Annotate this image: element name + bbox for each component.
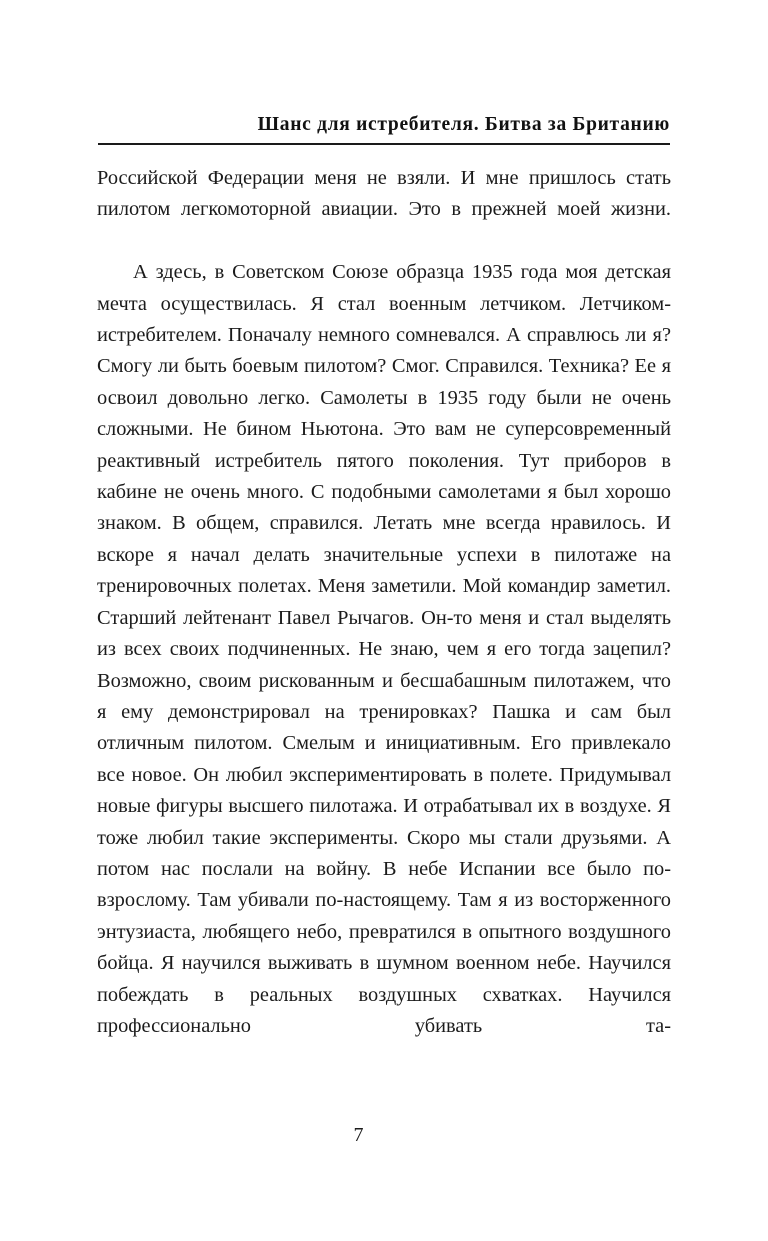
running-head: [98, 113, 670, 145]
paragraph-main: А здесь, в Советском Союзе образца 1935 года моя детская мечта осуществилась. Я стал военным летчиком. Летчиком-истребителем. Поначалу немного сомневался. А справлюсь ли я? Смогу ли быть боевым пилотом? Смог. Справился. Техника? Ее я освоил довольно легко. Самолеты в 1935 году были не очень сложными. Не бином Ньютона. Это вам не суперсовременный реактивный истребитель пятого поколения. Тут приборов в кабине не очень много. С подобными самолетами я был хорошо знаком. В общем, справился. Летать мне всегда нравилось. И вскоре я начал делать значительные успехи в пилотаже на тренировочных полетах. Меня заметили. Мой командир заметил. Старший лейтенант Павел Рычагов. Он-то меня и стал выделять из всех своих подчиненных. Не знаю, чем я его тогда зацепил? Возможно, своим рискованным и бесшабашным пилотажем, что я ему демонстрировал на тренировках? Пашка и сам был отличным пилотом. Смелым и инициативным. Его привлекало все новое. Он любил экспериментировать в полете. Придумывал новые фигуры высшего пилотажа. И отрабатывал их в воздухе. Я тоже любил такие эксперименты. Скоро мы стали друзьями. А потом нас послали на войну. В небе Испании все было по-взрослому. Там убивали по-настоящему. Там я из восторженного энтузиаста, любящего небо, превратился в опытного воздушного бойца. Я научился выживать в шумном военном небе. Научился побеждать в реальных воздушных схватках. Научился профессионально убивать та-: [97, 261, 671, 1037]
page-folio: [0, 1122, 717, 1148]
page-number: 7: [353, 1124, 364, 1146]
body-text-block: [97, 163, 671, 1074]
running-head-rule: [98, 143, 670, 145]
paragraph-continued: Российской Федерации меня не взяли. И мне пришлось стать пилотом легкомоторной авиации. Это в прежней моей жизни.: [97, 167, 671, 221]
running-head-title: Шанс для истребителя. Битва за Британию: [257, 114, 670, 135]
